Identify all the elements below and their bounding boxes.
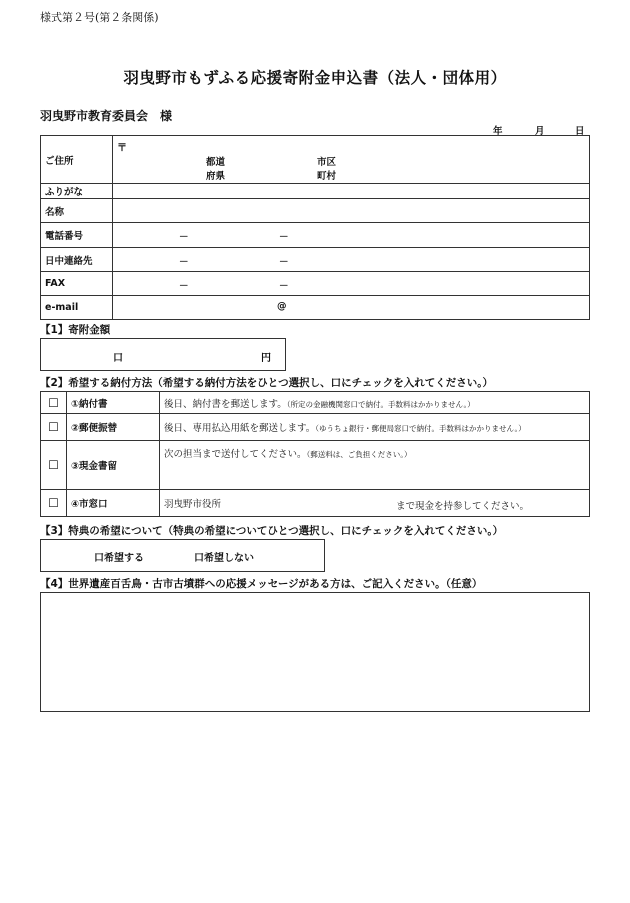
prefecture-top: 都道	[206, 157, 226, 168]
fax-field[interactable]	[113, 272, 590, 296]
payment-note-2: （ゆうちょ銀行・郵便局窓口で納付。手数料はかかりません。）	[315, 424, 526, 433]
city-top: 市区	[317, 157, 337, 168]
payment-desc-text-4: 羽曳野市役所	[164, 499, 222, 510]
phone-dash-1: －	[179, 232, 189, 243]
benefit-no-option[interactable]: 口希望しない	[194, 553, 254, 564]
payment-row-3	[41, 441, 590, 490]
payment-row-2	[41, 414, 590, 441]
payment-desc-text-3: 次の担当まで送付してください。	[164, 449, 307, 460]
city-bottom: 町村	[317, 171, 337, 182]
fax-dash-1: －	[179, 281, 189, 292]
email-row	[41, 296, 590, 320]
date-day-label: 日	[575, 126, 585, 137]
payment-name-2: ②郵便振替	[67, 414, 160, 441]
section4-heading: 【4】世界遺産百舌鳥・古市古墳群への応援メッセージがある方は、ご記入ください。（任意）	[40, 578, 483, 590]
payment-desc-3	[160, 441, 590, 490]
furigana-row	[41, 184, 590, 199]
payment-note-4: まで現金を持参してください。	[396, 501, 530, 512]
payment-checkbox-2[interactable]: ☐	[41, 414, 67, 441]
address-row	[41, 136, 590, 184]
section3-heading: 【3】特典の希望について（特典の希望についてひとつ選択し、口にチェックを入れてください。）	[40, 525, 504, 537]
daytime-dash-2: －	[279, 257, 289, 268]
payment-method-table	[40, 391, 590, 517]
fax-label: FAX	[41, 272, 113, 296]
benefit-yes-option[interactable]: 口希望する	[94, 553, 144, 564]
fax-row	[41, 272, 590, 296]
email-at-mark: @	[277, 301, 287, 312]
name-row	[41, 199, 590, 223]
form-number: 様式第２号(第２条関係)	[40, 11, 159, 24]
furigana-field[interactable]	[113, 184, 590, 199]
page-title: 羽曳野市もずふる応援寄附金申込書（法人・団体用）	[123, 69, 507, 87]
addressee: 羽曳野市教育委員会 様	[40, 109, 173, 123]
payment-name-1: ①納付書	[67, 392, 160, 414]
donation-amount-box[interactable]	[40, 338, 286, 371]
name-field[interactable]	[113, 199, 590, 223]
payment-desc-4	[160, 490, 590, 517]
section2-heading: 【2】希望する納付方法（希望する納付方法をひとつ選択し、口にチェックを入れてください。）	[40, 377, 494, 389]
phone-field[interactable]	[113, 223, 590, 248]
message-box[interactable]	[40, 592, 590, 712]
payment-desc-text-2: 後日、専用払込用紙を郵送します。	[164, 423, 316, 434]
section1-heading: 【1】寄附金額	[40, 324, 111, 336]
payment-desc-1	[160, 392, 590, 414]
payment-desc-text-1: 後日、納付書を郵送します。	[164, 398, 287, 410]
daytime-row	[41, 248, 590, 272]
benefit-preference-box	[40, 539, 325, 572]
fax-dash-2: －	[279, 281, 289, 292]
daytime-label: 日中連絡先	[41, 248, 113, 272]
name-label: 名称	[41, 199, 113, 223]
phone-label: 電話番号	[41, 223, 113, 248]
applicant-info-table	[40, 135, 590, 320]
email-label: e-mail	[41, 296, 113, 320]
payment-note-3: （郵送料は、ご負担ください。）	[306, 450, 412, 459]
payment-row-4	[41, 490, 590, 517]
payment-desc-2	[160, 414, 590, 441]
daytime-dash-1: －	[179, 257, 189, 268]
phone-dash-2: －	[279, 232, 289, 243]
payment-checkbox-4[interactable]: ☐	[41, 490, 67, 517]
payment-name-3: ③現金書留	[67, 441, 160, 490]
payment-checkbox-1[interactable]: ☐	[41, 392, 67, 414]
yen-label: 円	[261, 353, 271, 364]
daytime-field[interactable]	[113, 248, 590, 272]
payment-checkbox-3[interactable]: ☐	[41, 441, 67, 490]
phone-row	[41, 223, 590, 248]
email-field[interactable]	[113, 296, 590, 320]
payment-note-1: （所定の金融機関窓口で納付。手数料はかかりません。）	[286, 399, 475, 409]
postal-mark: 〒	[117, 143, 127, 154]
address-field[interactable]	[113, 136, 590, 184]
amount-box-mark: 口	[113, 353, 123, 364]
furigana-label: ふりがな	[41, 184, 113, 199]
prefecture-bottom: 府県	[206, 171, 226, 182]
date-year-label: 年	[493, 126, 503, 137]
date-month-label: 月	[535, 126, 545, 137]
payment-name-4: ④市窓口	[67, 490, 160, 517]
address-label: ご住所	[41, 136, 113, 184]
payment-row-1	[41, 392, 590, 414]
